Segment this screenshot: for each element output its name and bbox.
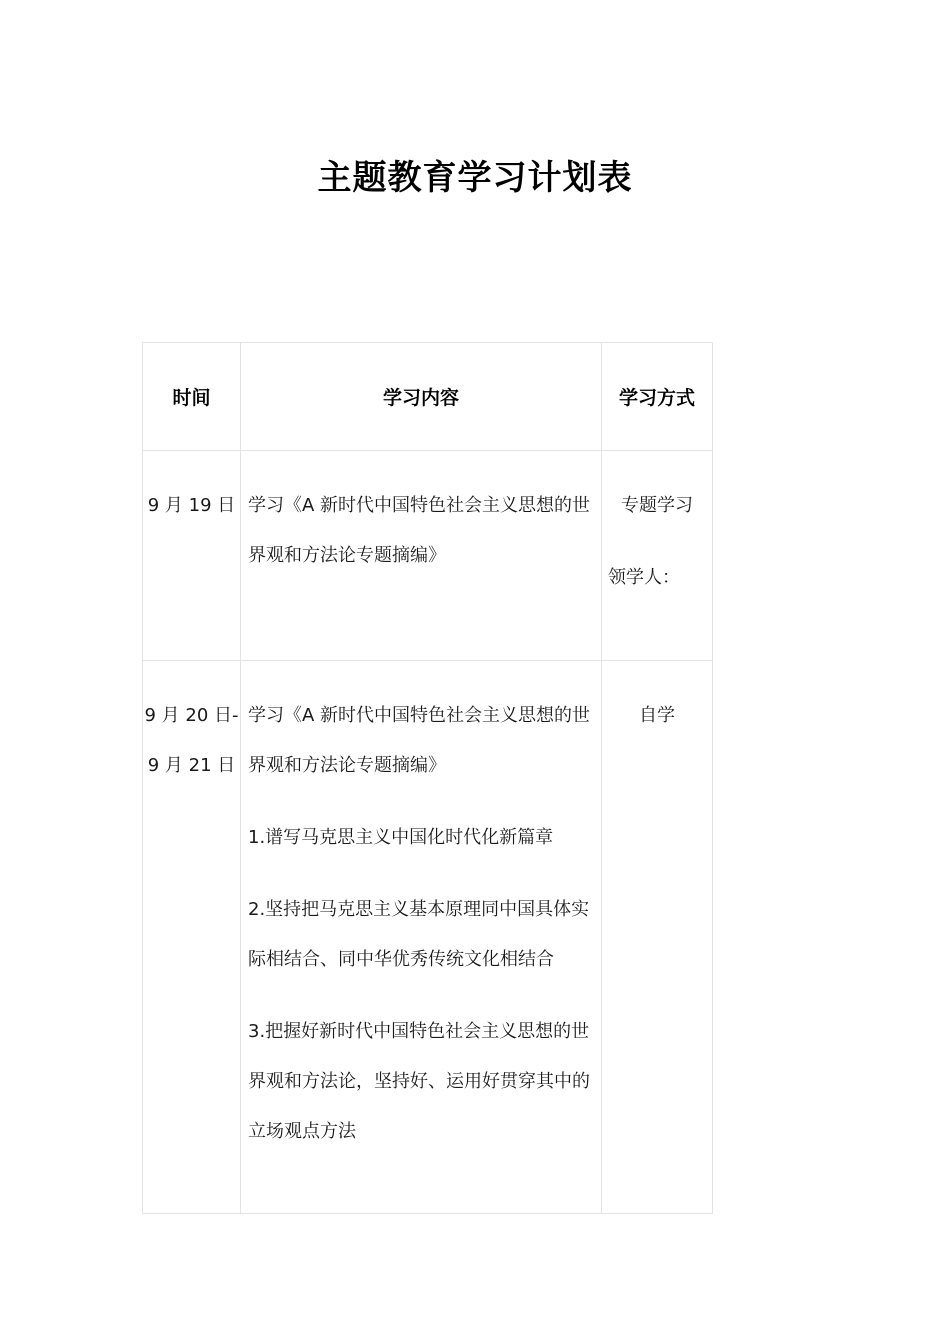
table-header-row bbox=[143, 343, 713, 451]
content-paragraph: 学习《A 新时代中国特色社会主义思想的世界观和方法论专题摘编》 bbox=[248, 495, 591, 566]
time-text-start: 9 月 20 日- bbox=[144, 705, 239, 726]
content-item-2: 2.坚持把马克思主义基本原理同中国具体实际相结合、同中华优秀传统文化相结合 bbox=[248, 899, 590, 970]
header-method: 学习方式 bbox=[602, 343, 713, 451]
page-title: 主题教育学习计划表 bbox=[317, 158, 633, 198]
method-cell bbox=[602, 451, 713, 661]
content-item-3: 3.把握好新时代中国特色社会主义思想的世界观和方法论，坚持好、运用好贯穿其中的立场观点方法 bbox=[248, 1021, 590, 1142]
content-paragraph: 学习《A 新时代中国特色社会主义思想的世界观和方法论专题摘编》 bbox=[248, 705, 591, 776]
method-text: 专题学习 bbox=[621, 495, 693, 516]
table-row bbox=[143, 451, 713, 661]
header-content: 学习内容 bbox=[241, 343, 602, 451]
content-item-1: 1.谱写马克思主义中国化时代化新篇章 bbox=[248, 827, 554, 848]
time-text-end: 9 月 21 日 bbox=[147, 755, 236, 776]
study-plan-table bbox=[142, 342, 713, 1214]
content-cell bbox=[241, 451, 602, 661]
method-text: 自学 bbox=[639, 705, 675, 726]
table-row bbox=[143, 661, 713, 1214]
time-cell bbox=[143, 661, 241, 1214]
content-cell bbox=[241, 661, 602, 1214]
header-time: 时间 bbox=[143, 343, 241, 451]
time-text: 9 月 19 日 bbox=[147, 495, 236, 516]
time-cell bbox=[143, 451, 241, 661]
leader-label: 领学人： bbox=[608, 567, 680, 588]
method-cell bbox=[602, 661, 713, 1214]
